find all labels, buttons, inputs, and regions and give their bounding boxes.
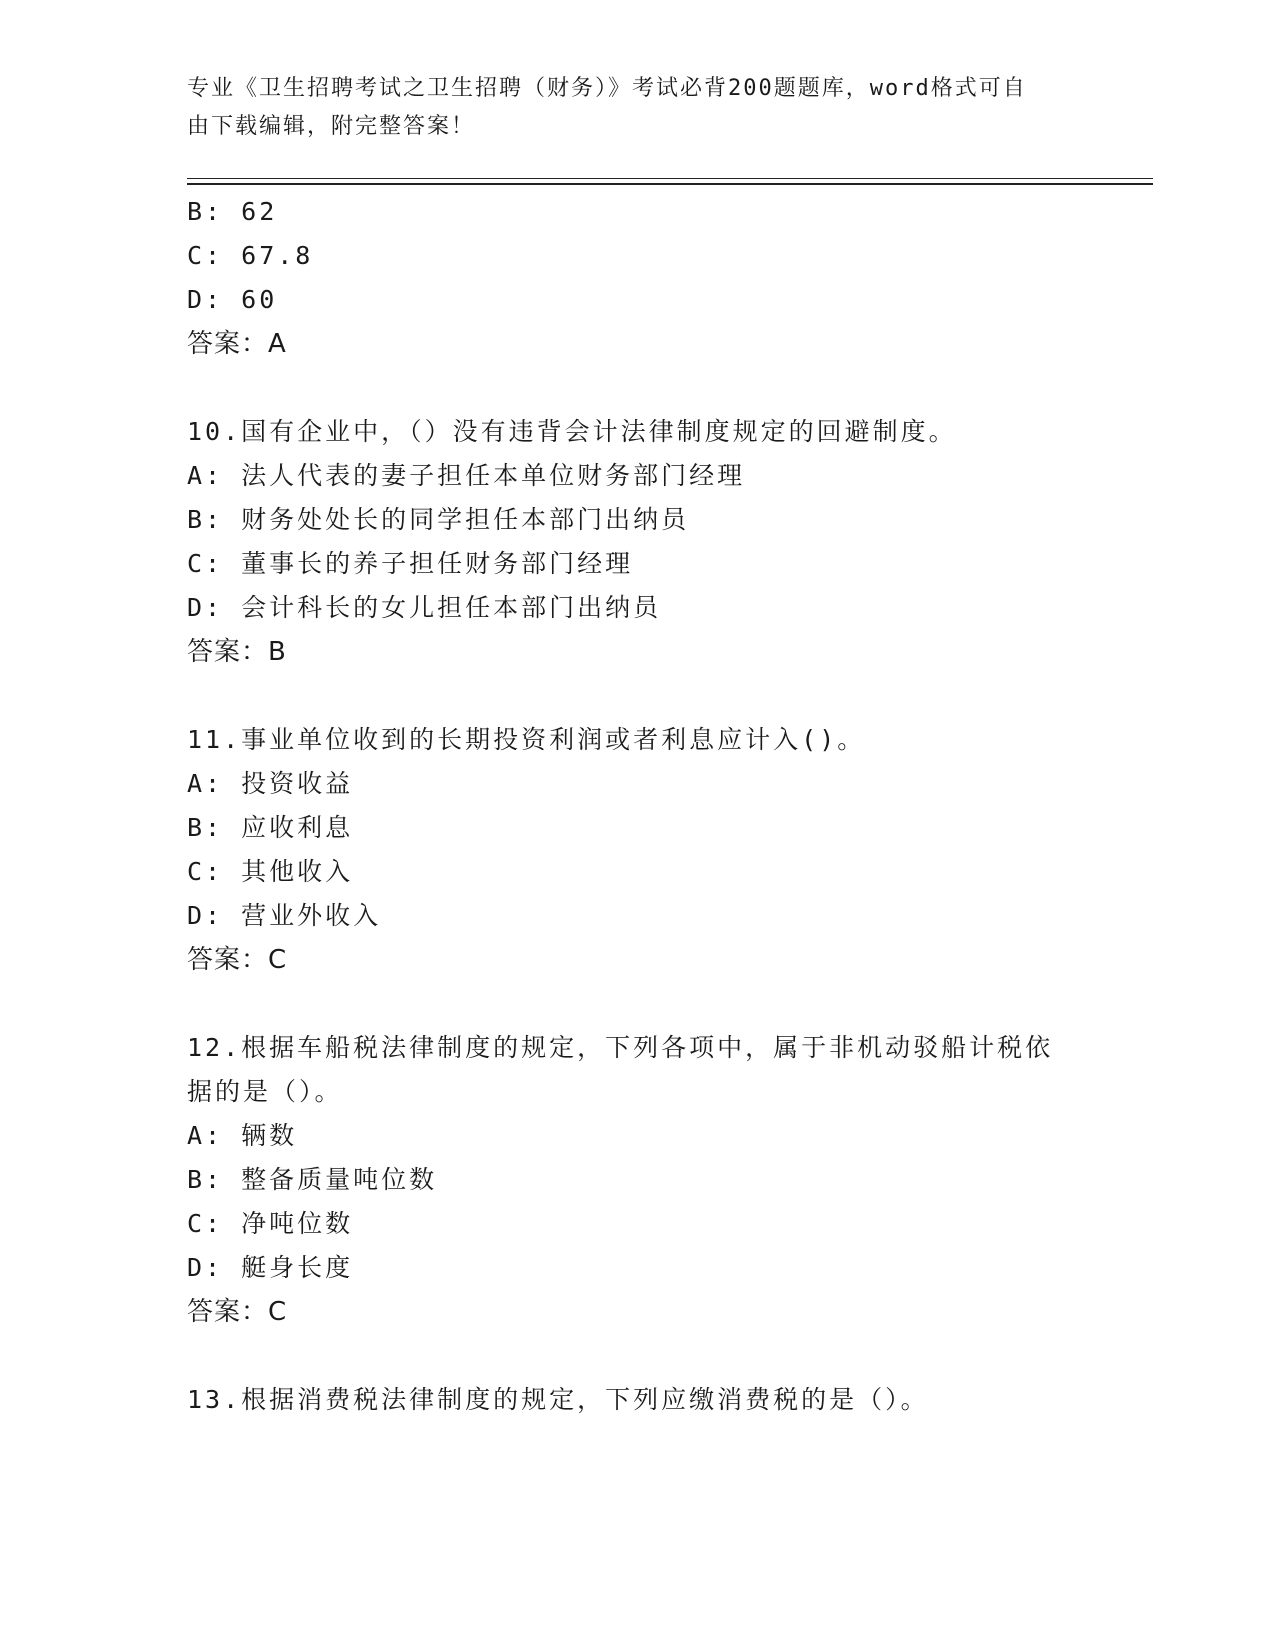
header-divider-thick xyxy=(187,183,1153,185)
question-11-option-d: D: 营业外收入 xyxy=(187,901,382,930)
header-text xyxy=(187,70,1067,146)
question-12-option-d: D: 艇身长度 xyxy=(187,1253,354,1282)
question-12-stem-line-1: 12.根据车船税法律制度的规定，下列各项中，属于非机动驳船计税依 xyxy=(187,1033,1054,1062)
question-10-stem: 10.国有企业中，（）没有违背会计法律制度规定的回避制度。 xyxy=(187,417,957,446)
question-9-option-d: D: 60 xyxy=(187,285,278,314)
question-10-option-b: B: 财务处处长的同学担任本部门出纳员 xyxy=(187,505,690,534)
question-10-option-a: A: 法人代表的妻子担任本单位财务部门经理 xyxy=(187,461,746,490)
question-11-stem: 11.事业单位收到的长期投资利润或者利息应计入()。 xyxy=(187,725,866,754)
question-12-stem-line-2: 据的是（）。 xyxy=(187,1077,343,1106)
header-line-2: 由下载编辑，附完整答案！ xyxy=(187,114,476,139)
question-11-option-b: B: 应收利息 xyxy=(187,813,354,842)
question-10-option-c: C: 董事长的养子担任财务部门经理 xyxy=(187,549,634,578)
question-11-option-a: A: 投资收益 xyxy=(187,769,354,798)
question-9-answer: 答案：A xyxy=(187,329,287,359)
question-12-option-b: B: 整备质量吨位数 xyxy=(187,1165,438,1194)
question-11-answer: 答案：C xyxy=(187,945,288,975)
question-12-option-a: A: 辆数 xyxy=(187,1121,298,1150)
question-11-option-c: C: 其他收入 xyxy=(187,857,354,886)
question-10-option-d: D: 会计科长的女儿担任本部门出纳员 xyxy=(187,593,662,622)
question-10-answer: 答案：B xyxy=(187,637,287,667)
question-9-option-c: C: 67.8 xyxy=(187,241,314,270)
question-9-option-b: B: 62 xyxy=(187,197,278,226)
header-divider-thin xyxy=(187,178,1153,179)
question-13-stem: 13.根据消费税法律制度的规定，下列应缴消费税的是（）。 xyxy=(187,1385,929,1414)
question-12-answer: 答案：C xyxy=(187,1297,288,1327)
question-12-option-c: C: 净吨位数 xyxy=(187,1209,354,1238)
header-line-1: 专业《卫生招聘考试之卫生招聘（财务）》考试必背200题题库，word格式可自 xyxy=(187,76,1027,101)
